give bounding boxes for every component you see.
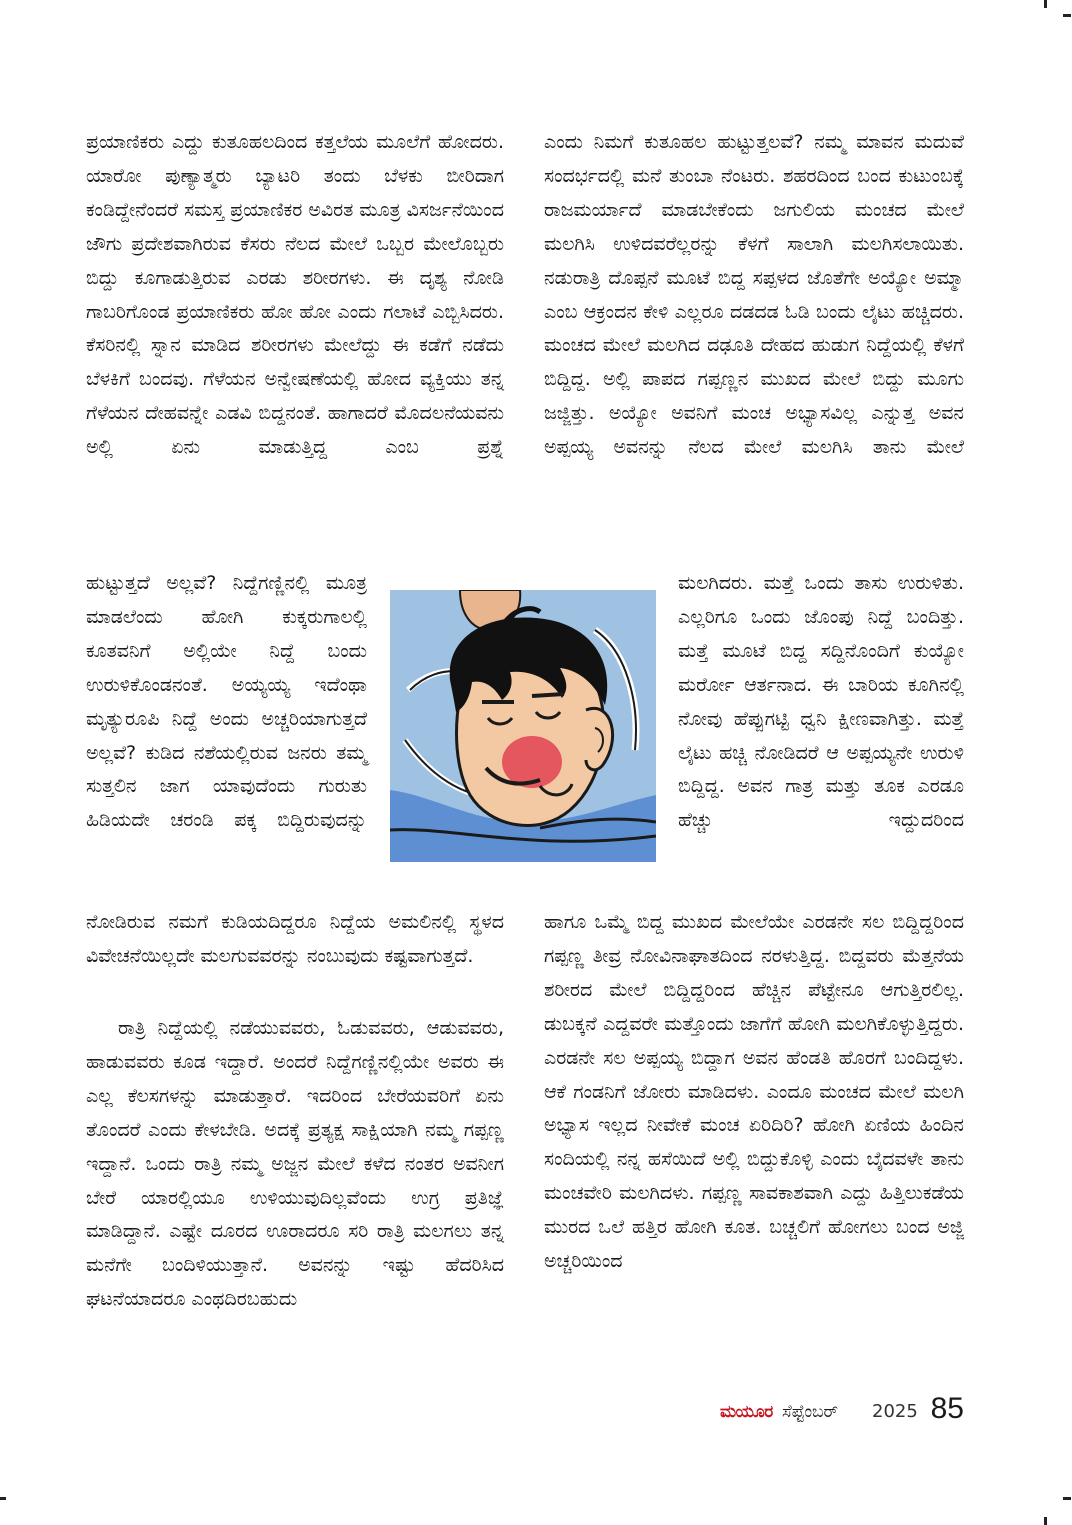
right-paragraph-top: ಎಂದು ನಿಮಗೆ ಕುತೂಹಲ ಹುಟ್ಟುತ್ತಲವೆ? ನಮ್ಮ ಮಾವನ ಮದುವೆ ಸಂದರ್ಭದಲ್ಲಿ ಮನೆ ತುಂಬಾ ನೆಂಟರು. ಶಹರದಿಂದ ಬಂದ ಕುಟುಂಬಕ್ಕೆ ರಾಜಮರ್ಯಾದೆ ಮಾಡಬೇಕೆಂದು ಜಗುಲಿಯ ಮಂಚದ ಮೇಲೆ ಮಲಗಿಸಿ ಉಳಿದವರೆಲ್ಲರನ್ನು ಕೆಳಗೆ ಸಾಲಾಗಿ ಮಲಗಿಸಲಾಯಿತು. ನಡುರಾತ್ರಿ ದೊಪ್ಪನೆ ಮೂಟೆ ಬಿದ್ದ ಸಪ್ಪಳದ ಜೊತೆಗೇ ಅಯ್ಯೋ ಅಮ್ಮಾ ಎಂಬ ಆಕ್ರಂದನ ಕೇಳಿ ಎಲ್ಲರೂ ದಡದಡ ಓಡಿ ಬಂದು ಲೈಟು ಹಚ್ಚಿದರು. ಮಂಚದ ಮೇಲೆ ಮಲಗಿದ ದಢೂತಿ ದೇಹದ ಹುಡುಗ ನಿದ್ದೆಯಲ್ಲಿ ಕೆಳಗೆ ಬಿದ್ದಿದ್ದ. ಅಲ್ಲಿ ಪಾಪದ ಗಪ್ಪಣ್ಣನ ಮುಖದ ಮೇಲೆ ಬಿದ್ದು ಮೂಗು ಜಜ್ಜಿತ್ತು. ಅಯ್ಯೋ ಅವನಿಗೆ ಮಂಚ ಅಭ್ಯಾಸವಿಲ್ಲ ಎನ್ನುತ್ತ ಅವನ ಅಪ್ಪಯ್ಯ ಅವನನ್ನು ನೆಲದ ಮೇಲೆ ಮಲಗಿಸಿ ತಾನು ಮೇಲೆ	[544, 131, 964, 459]
magazine-brand: ಮಯೂರ	[720, 1402, 773, 1422]
issue-month: ಸೆಪ್ಟೆಂಬರ್	[782, 1402, 839, 1422]
page-number: 85	[930, 1392, 964, 1425]
crop-mark	[1044, 0, 1047, 8]
left-paragraph-second: ರಾತ್ರಿ ನಿದ್ದೆಯಲ್ಲಿ ನಡೆಯುವವರು, ಓಡುವವರು, ಆಡುವವರು, ಹಾಡುವವರು ಕೂಡ ಇದ್ದಾರೆ. ಅಂದರೆ ನಿದ್ದೆಗಣ್ಣಿನಲ್ಲಿಯೇ ಅವರು ಈ ಎಲ್ಲ ಕೆಲಸಗಳನ್ನು ಮಾಡುತ್ತಾರೆ. ಇದರಿಂದ ಬೇರೆಯವರಿಗೆ ಏನು ತೊಂದರೆ ಎಂದು ಕೇಳಬೇಡಿ. ಅದಕ್ಕೆ ಪ್ರತ್ಯಕ್ಷ ಸಾಕ್ಷಿಯಾಗಿ ನಮ್ಮ ಗಪ್ಪಣ್ಣ ಇದ್ದಾನೆ. ಒಂದು ರಾತ್ರಿ ನಮ್ಮ ಅಜ್ಜನ ಮೇಲೆ ಕಳೆದ ನಂತರ ಅವನೀಗ ಬೇರೆ ಯಾರಲ್ಲಿಯೂ ಉಳಿಯುವುದಿಲ್ಲವೆಂದು ಉಗ್ರ ಪ್ರತಿಜ್ಞೆ ಮಾಡಿದ್ದಾನೆ. ಎಷ್ಟೇ ದೂರದ ಊರಾದರೂ ಸರಿ ರಾತ್ರಿ ಮಲಗಲು ತನ್ನ ಮನೆಗೇ ಬಂದಿಳಿಯುತ್ತಾನೆ. ಅವನನ್ನು ಇಷ್ಟು ಹೆದರಿಸಿದ ಘಟನೆಯಾದರೂ ಎಂಥದಿರಬಹುದು	[86, 1017, 504, 1311]
left-paragraph-bottom: ನೋಡಿರುವ ನಮಗೆ ಕುಡಿಯದಿದ್ದರೂ ನಿದ್ದೆಯ ಅಮಲಿನಲ್ಲಿ ಸ್ಥಳದ ವಿವೇಚನೆಯಿಲ್ಲದೇ ಮಲಗುವವರನ್ನು ನಂಬುವುದು ಕಷ್ಟವಾಗುತ್ತದೆ.	[86, 911, 504, 967]
page-footer	[720, 1392, 964, 1432]
crop-mark	[1063, 1497, 1071, 1500]
cartoon-illustration	[390, 590, 656, 862]
cartoon-man-face-icon	[390, 590, 656, 862]
left-paragraph-wrap: ಹುಟ್ಟುತ್ತದೆ ಅಲ್ಲವೆ? ನಿದ್ದೆಗಣ್ಣಿನಲ್ಲಿ ಮೂತ್ರ ಮಾಡಲೆಂದು ಹೋಗಿ ಕುಕ್ಕರುಗಾಲಲ್ಲಿ ಕೂತವನಿಗೆ ಅಲ್ಲಿಯೇ ನಿದ್ದೆ ಬಂದು ಉರುಳಿಕೊಂಡನಂತೆ. ಅಯ್ಯಯ್ಯ ಇದೆಂಥಾ ಮೃತ್ಯುರೂಪಿ ನಿದ್ದೆ ಅಂದು ಅಚ್ಚರಿಯಾಗುತ್ತದೆ ಅಲ್ಲವೆ? ಕುಡಿದ ನಶೆಯಲ್ಲಿರುವ ಜನರು ತಮ್ಮ ಸುತ್ತಲಿನ ಜಾಗ ಯಾವುದೆಂದು ಗುರುತು ಹಿಡಿಯದೇ ಚರಂಡಿ ಪಕ್ಕ ಬಿದ್ದಿರುವುದನ್ನು	[86, 572, 367, 832]
left-paragraph-top: ಪ್ರಯಾಣಿಕರು ಎದ್ದು ಕುತೂಹಲದಿಂದ ಕತ್ತಲೆಯ ಮೂಲೆಗೆ ಹೋದರು. ಯಾರೋ ಪುಣ್ಯಾತ್ಮರು ಬ್ಯಾಟರಿ ತಂದು ಬೆಳಕು ಬೀರಿದಾಗ ಕಂಡಿದ್ದೇನೆಂದರೆ ಸಮಸ್ತ ಪ್ರಯಾಣಿಕರ ಅವಿರತ ಮೂತ್ರ ವಿಸರ್ಜನೆಯಿಂದ ಜೌಗು ಪ್ರದೇಶವಾಗಿರುವ ಕೆಸರು ನೆಲದ ಮೇಲೆ ಒಬ್ಬರ ಮೇಲೊಬ್ಬರು ಬಿದ್ದು ಕೂಗಾಡುತ್ತಿರುವ ಎರಡು ಶರೀರಗಳು. ಈ ದೃಶ್ಯ ನೋಡಿ ಗಾಬರಿಗೊಂಡ ಪ್ರಯಾಣಿಕರು ಹೋ ಹೋ ಎಂದು ಗಲಾಟೆ ಎಬ್ಬಿಸಿದರು. ಕೆಸರಿನಲ್ಲಿ ಸ್ನಾನ ಮಾಡಿದ ಶರೀರಗಳು ಮೇಲೆದ್ದು ಈ ಕಡೆಗೆ ನಡೆದು ಬೆಳಕಿಗೆ ಬಂದವು. ಗೆಳೆಯನ ಅನ್ವೇಷಣೆಯಲ್ಲಿ ಹೋದ ವ್ಯಕ್ತಿಯು ತನ್ನ ಗೆಳೆಯನ ದೇಹವನ್ನೇ ಎಡವಿ ಬಿದ್ದನಂತೆ. ಹಾಗಾದರೆ ಮೊದಲನೆಯವನು ಅಲ್ಲಿ ಏನು ಮಾಡುತ್ತಿದ್ದ ಎಂಬ ಪ್ರಶ್ನೆ	[86, 131, 504, 459]
crop-mark	[1044, 1517, 1047, 1525]
right-paragraph-bottom: ಹಾಗೂ ಒಮ್ಮೆ ಬಿದ್ದ ಮುಖದ ಮೇಲೆಯೇ ಎರಡನೇ ಸಲ ಬಿದ್ದಿದ್ದರಿಂದ ಗಪ್ಪಣ್ಣ ತೀವ್ರ ನೋವಿನಾಘಾತದಿಂದ ನರಳುತ್ತಿದ್ದ. ಬಿದ್ದವರು ಮೆತ್ತನೆಯ ಶರೀರದ ಮೇಲೆ ಬಿದ್ದಿದ್ದರಿಂದ ಹೆಚ್ಚಿನ ಪೆಟ್ಟೇನೂ ಆಗುತ್ತಿರಲಿಲ್ಲ. ಡುಬಕ್ಕನೆ ಎದ್ದವರೇ ಮತ್ತೊಂದು ಜಾಗೆಗೆ ಹೋಗಿ ಮಲಗಿಕೊಳ್ಳುತ್ತಿದ್ದರು. ಎರಡನೇ ಸಲ ಅಪ್ಪಯ್ಯ ಬಿದ್ದಾಗ ಅವನ ಹೆಂಡತಿ ಹೊರಗೆ ಬಂದಿದ್ದಳು. ಆಕೆ ಗಂಡನಿಗೆ ಜೋರು ಮಾಡಿದಳು. ಎಂದೂ ಮಂಚದ ಮೇಲೆ ಮಲಗಿ ಅಭ್ಯಾಸ ಇಲ್ಲದ ನೀವೇಕೆ ಮಂಚ ಏರಿದಿರಿ? ಹೋಗಿ ಏಣಿಯ ಹಿಂದಿನ ಸಂದಿಯಲ್ಲಿ ನನ್ನ ಹಸೆಯಿದೆ ಅಲ್ಲಿ ಬಿದ್ದುಕೊಳ್ಳಿ ಎಂದು ಬೈದವಳೇ ತಾನು ಮಂಚವೇರಿ ಮಲಗಿದಳು. ಗಪ್ಪಣ್ಣ ಸಾವಕಾಶವಾಗಿ ಎದ್ದು ಹಿತ್ತಿಲುಕಡೆಯ ಮುರದ ಒಲೆ ಹತ್ತಿರ ಹೋಗಿ ಕೂತ. ಬಚ್ಚಲಿಗೆ ಹೋಗಲು ಬಂದ ಅಜ್ಜಿ ಅಚ್ಚರಿಯಿಂದ	[544, 911, 964, 1273]
crop-mark	[1063, 14, 1071, 17]
crop-mark	[0, 1497, 6, 1500]
right-paragraph-wrap: ಮಲಗಿದರು. ಮತ್ತೆ ಒಂದು ತಾಸು ಉರುಳಿತು. ಎಲ್ಲರಿಗೂ ಒಂದು ಜೊಂಪು ನಿದ್ದೆ ಬಂದಿತ್ತು. ಮತ್ತೆ ಮೂಟೆ ಬಿದ್ದ ಸದ್ದಿನೊಂದಿಗೆ ಕುಯ್ಯೋ ಮರ್ರೋ ಆರ್ತನಾದ. ಈ ಬಾರಿಯ ಕೂಗಿನಲ್ಲಿ ನೋವು ಹೆಪ್ಪುಗಟ್ಟಿ ಧ್ವನಿ ಕ್ಷೀಣವಾಗಿತ್ತು. ಮತ್ತೆ ಲೈಟು ಹಚ್ಚಿ ನೋಡಿದರೆ ಆ ಅಪ್ಪಯ್ಯನೇ ಉರುಳಿ ಬಿದ್ದಿದ್ದ. ಅವನ ಗಾತ್ರ ಮತ್ತು ತೂಕ ಎರಡೂ ಹೆಚ್ಚು ಇದ್ದುದರಿಂದ	[678, 572, 964, 832]
issue-year: 2025	[872, 1401, 918, 1422]
